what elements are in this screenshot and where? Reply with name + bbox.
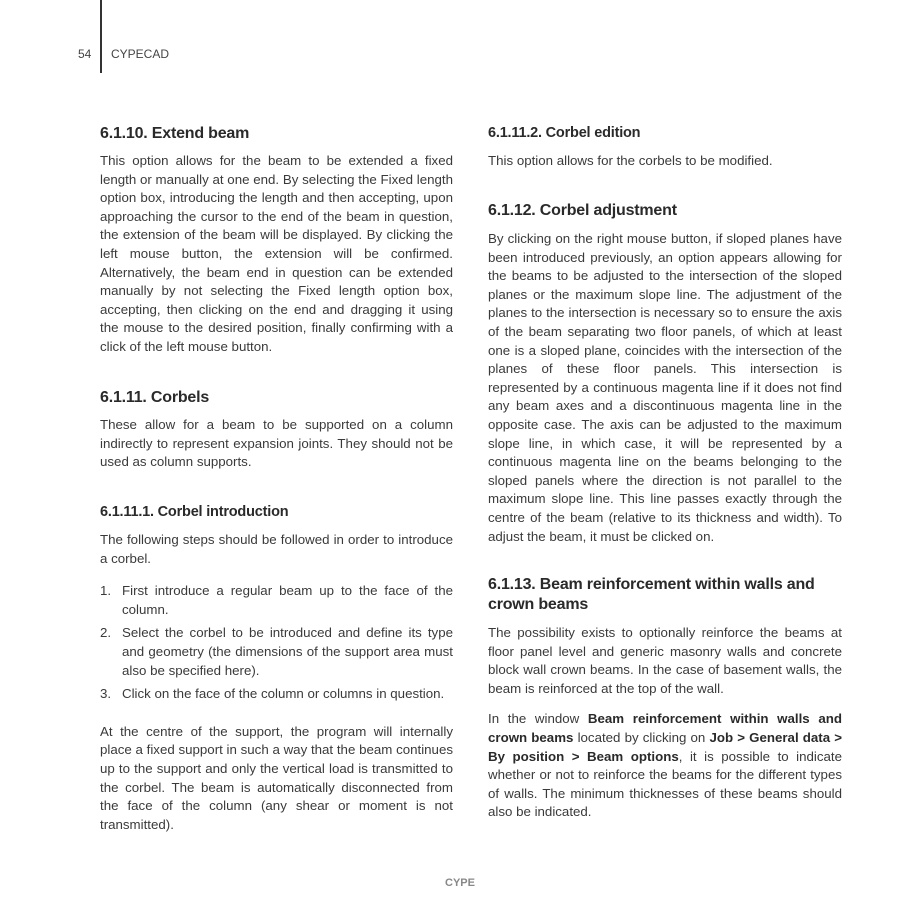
running-title: CYPECAD	[111, 47, 170, 61]
section-heading: 6.1.11.1. Corbel introduction	[100, 504, 289, 520]
paragraph: These allow for a beam to be supported on a column indirectly to represent expansion joints. They should not be used as column supports.	[100, 417, 453, 470]
section-heading: 6.1.12. Corbel adjustment	[488, 202, 677, 219]
list-number: 1.	[100, 583, 112, 599]
list-item	[100, 685, 453, 704]
footer-brand: CYPE	[445, 877, 475, 889]
list-number: 3.	[100, 686, 112, 702]
list-text: Click on the face of the column or columns in question.	[122, 686, 445, 702]
window-name: Beam reinforcement within walls and crown beams	[488, 711, 842, 745]
section-heading: 6.1.13. Beam reinforcement within walls and crown beams	[488, 576, 815, 613]
list-number: 2.	[100, 625, 112, 641]
paragraph: The possibility exists to optionally reinforce the beams at floor panel level and generic masonry walls and concrete block wall crown beams. In the case of basement walls, the beam is reinforced at the top of the wall.	[488, 625, 842, 696]
section-6-1-11	[100, 388, 453, 472]
menu-path: Job > General data > By position > Beam options	[488, 729, 843, 764]
list-item	[100, 582, 453, 619]
section-heading: 6.1.11. Corbels	[100, 389, 210, 406]
list-text: First introduce a regular beam up to the face of the column.	[122, 583, 453, 617]
text-run: located by clicking on	[573, 729, 710, 745]
paragraph: This option allows for the beam to be extended a fixed length or manually at one end. By selecting the Fixed length option box, introducing the length and then accepting, upon approaching the cursor to the end of the beam in question, the extension of the beam will be displayed. By clicking the left mouse button, the extension will be confirmed. Alternatively, the beam end in question can be extended manually by not selecting the Fixed length option box, accepting, then clicking on the end and dragging it using the mouse to the desired position, finally confirming with a click of the left mouse button.	[100, 153, 453, 354]
paragraph: At the centre of the support, the program will internally place a fixed support in such a way that the beam continues up to the support and only the vertical load is transmitted to the corbel. The beam is automatically disconnected from the face of the column (any shear or moment is not transmitted).	[100, 723, 453, 832]
steps-list	[100, 582, 453, 704]
text-run: In the window	[488, 711, 588, 727]
section-6-1-13	[488, 575, 842, 822]
section-6-1-11-1	[100, 502, 453, 834]
section-heading: 6.1.11.2. Corbel edition	[488, 125, 641, 141]
list-text: Select the corbel to be introduced and define its type and geometry (the dimensions of the support area must also be specified here).	[122, 625, 453, 678]
text-run: , it is possible to indicate whether or not to reinforce the beams for the different types of walls. The minimum thicknesses of these beams should also be indicated.	[488, 748, 843, 820]
page-number: 54	[78, 47, 92, 61]
section-heading: 6.1.10. Extend beam	[100, 125, 250, 142]
section-6-1-11-2	[488, 123, 842, 171]
paragraph: This option allows for the corbels to be modified.	[488, 153, 773, 168]
header-rule	[100, 0, 102, 73]
paragraph: The following steps should be followed in order to introduce a corbel.	[100, 532, 453, 566]
paragraph: By clicking on the right mouse button, if sloped planes have been introduced previously, an option appears allowing for the beams to be adjusted to the intersection of the sloped planes or the maximum slope line. The adjustment of the planes to the intersection is necessary so to ensure the axis of the beam separating two floor panels, of which at least one is a sloped plane, coincides with the intersection of the planes of these floor panels. This intersection is represented by a continuous magenta line if it does not find any beam axes and a discontinuous magenta line in the opposite case. The axis can be adjusted to the maximum slope line, in which case, it will be represented by a continuous magenta line on the beams belonging to the sloped panels where the direction is not parallel to the maximum slope line. This line passes exactly through the centre of the beam (relative to its thickness and width). To adjust the beam, it must be clicked on.	[488, 231, 842, 544]
section-6-1-10	[100, 124, 453, 357]
list-item	[100, 624, 453, 680]
section-6-1-12	[488, 201, 842, 546]
paragraph	[488, 710, 842, 822]
